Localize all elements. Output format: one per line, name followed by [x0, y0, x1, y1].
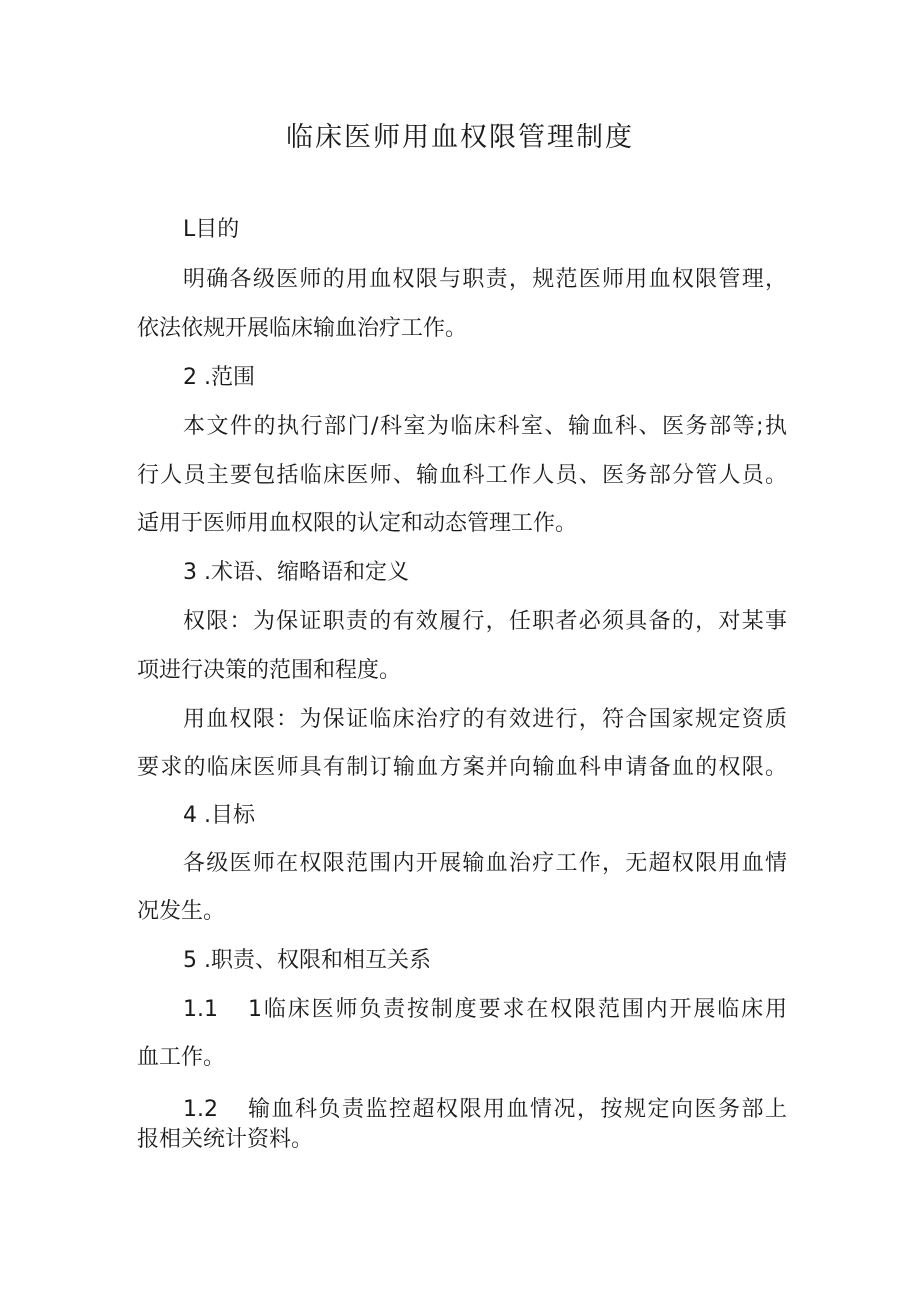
paragraph-line: 况发生。 — [137, 899, 226, 924]
section-heading: 5 .职责、权限和相互关系 — [183, 948, 431, 973]
item-text: 输血科负责监控超权限用血情况，按规定向医务部上 — [248, 1097, 787, 1122]
paragraph-line: 项进行决策的范围和程度。 — [137, 658, 402, 683]
section-heading: L目的 — [183, 217, 240, 242]
section-heading: 4 .目标 — [183, 803, 255, 828]
item-number: 1.2 — [183, 1097, 218, 1122]
paragraph-line: 要求的临床医师具有制订输血方案并向输血科申请备血的权限。 — [137, 755, 787, 780]
section-heading: 3 .术语、缩略语和定义 — [183, 560, 409, 585]
paragraph-line: 权限：为保证职责的有效履行，任职者必须具备的，对某事 — [183, 609, 787, 634]
paragraph-line: 行人员主要包括临床医师、输血科工作人员、医务部分管人员。 — [137, 463, 787, 488]
section-heading: 2 .范围 — [183, 365, 255, 390]
list-item — [183, 994, 787, 1026]
paragraph-line: 本文件的执行部门/科室为临床科室、输血科、医务部等;执 — [183, 414, 787, 439]
paragraph-line: 报相关统计资料。 — [137, 1127, 314, 1152]
list-item — [183, 1094, 787, 1126]
paragraph-line: 用血权限：为保证临床治疗的有效进行，符合国家规定资质 — [183, 707, 787, 732]
paragraph-line: 依法依规开展临床输血治疗工作。 — [137, 316, 468, 341]
item-text: 1临床医师负责按制度要求在权限范围内开展临床用 — [248, 997, 787, 1022]
paragraph-line: 明确各级医师的用血权限与职责，规范医师用血权限管理， — [183, 267, 787, 292]
paragraph-line: 各级医师在权限范围内开展输血治疗工作，无超权限用血情 — [183, 851, 787, 876]
paragraph-line: 适用于医师用血权限的认定和动态管理工作。 — [137, 511, 578, 536]
item-number: 1.1 — [183, 997, 218, 1022]
paragraph-line: 血工作。 — [137, 1045, 226, 1070]
page-title: 临床医师用血权限管理制度 — [286, 122, 634, 153]
